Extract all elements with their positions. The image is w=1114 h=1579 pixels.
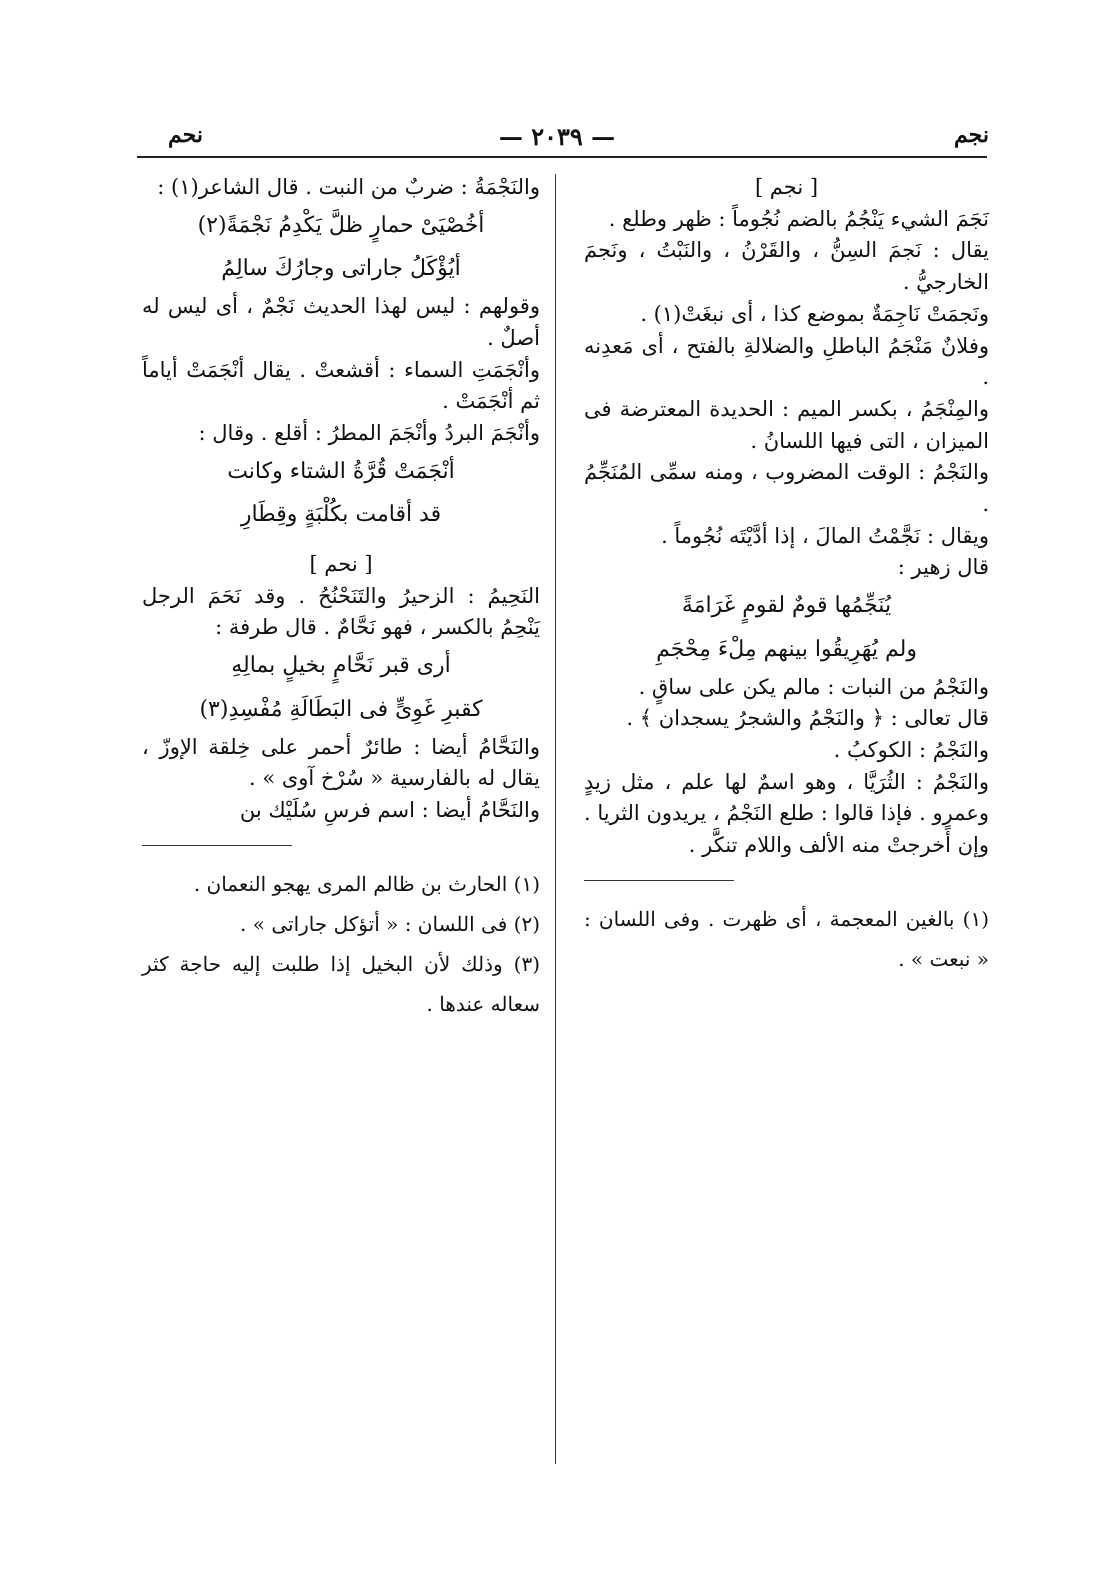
entry-paragraph: ونَجمَتْ نَاجِمَةٌ بموضع كذا ، أى نبغَتْ(١) . <box>640 301 989 326</box>
right-column <box>584 172 989 979</box>
verse-line: كقبرِ غَوِىٍّ فى البَطَالَةِ مُفْسِدِ(٣) <box>199 696 483 722</box>
footnote-rule <box>142 845 292 846</box>
entry-paragraph: قال زهير : <box>897 555 989 580</box>
entry-paragraph: وقولهم : ليس لهذا الحديث نَجْمٌ ، أى ليس له أصلٌ . <box>142 294 540 350</box>
entry-paragraph: والنَحَّامُ أيضا : اسم فرسِ سُلَيْك بن <box>239 797 540 822</box>
verse-line: أنْجَمَتْ قُرَّةُ الشتاء وكانت <box>227 458 455 484</box>
entry-paragraph: والنَجْمَةُ : ضربٌ من النبت . قال الشاعر(١) : <box>157 175 540 199</box>
entry-paragraph: والنَجْمُ : الكوكبُ . <box>833 737 989 762</box>
entry-paragraph: والمِنْجَمُ ، بكسر الميم : الحديدة المعترضة فى الميزان ، التى فيها اللسانُ . <box>584 396 989 453</box>
entry-paragraph: والنَجْمُ من النبات : مالم يكن على ساقٍ . <box>638 674 989 699</box>
verse-line: قد أقامت بكُلْبَةٍ وقِطَارِ <box>240 502 442 528</box>
footnotes <box>142 864 540 1024</box>
entry-paragraph: ويقال : نَجَّمْتُ المالَ ، إذا أدَّيْتَه نُجُوماً . <box>661 523 989 548</box>
entry-heading-nahm: [ نحم ] <box>309 552 373 577</box>
entry-paragraph: يقال : نَجمَ السِنُّ ، والقَرْنُ ، والنَبْتُ ، ونَجمَ الخارجيُّ . <box>584 238 989 295</box>
header-root-word-right: نجم <box>954 122 989 148</box>
footnote: (٣) وذلك لأن البخيل إذا طلبت إليه حاجة كثر سعاله عندها . <box>142 951 540 1016</box>
footnote: (١) بالغين المعجمة ، أى ظهرت . وفى اللسان : « نبعت » . <box>584 906 989 971</box>
verse-line: ولم يُهَرِيقُوا بينهم مِلْءَ مِحْجَمِ <box>656 636 917 662</box>
header-rule <box>137 156 987 158</box>
entry-paragraph: نَجَمَ الشيء يَنْجُمُ بالضم نُجُوماً : ظهر وطلع . <box>608 206 989 231</box>
entry-paragraph: وأنْجَمَتِ السماء : أقشعتْ . يقال أنْجَمَتْ أياماً ثم أنْجَمَتْ . <box>142 357 540 414</box>
header-root-word-left: نحم <box>168 122 203 148</box>
entry-paragraph: وفلانٌ مَنْجَمُ الباطلِ والضلالةِ بالفتح ، أى مَعدِنه . <box>584 333 989 390</box>
entry-paragraph: والنَجْمُ : الثُرَيَّا ، وهو اسمٌ لها علم ، مثل زيدٍ وعمرٍو . فإذا قالوا : طلع النَجْمُ ، يريدون الثريا . وإن أخرجتْ منه الألف واللام تنكَّر . <box>584 769 989 858</box>
entry-heading-najm: [ نجم ] <box>754 175 819 199</box>
entry-paragraph: والنَجْمُ : الوقت المضروب ، ومنه سمِّى المُنَجِّمُ . <box>584 460 989 517</box>
footnote: (٢) فى اللسان : « أتؤكل جاراتى » . <box>240 911 540 936</box>
footnote-rule <box>584 880 734 881</box>
verse-line: أرى قبر نَحَّامٍ بخيلٍ بمالِهِ <box>231 653 451 679</box>
verse-line: يُنَجِّمُها قومٌ لقومٍ غَرَامَةً <box>681 593 892 619</box>
footnotes <box>584 899 989 979</box>
entry-paragraph: والنَحَّامُ أيضا : طائرٌ أحمر على خِلقة الإوزّ ، يقال له بالفارسية « سُرْخ آوى » . <box>142 734 540 791</box>
entry-paragraph: وأنْجَمَ البردُ وأنْجَمَ المطرُ : أقلع . وقال : <box>198 420 540 445</box>
column-divider <box>555 174 556 1464</box>
footnote: (١) الحارث بن ظالم المرى يهجو النعمان . <box>193 871 540 896</box>
entry-paragraph: قال تعالى : ﴿ والنَجْمُ والشجرُ يسجدان ﴾ . <box>626 706 989 731</box>
left-column <box>142 172 540 1024</box>
page-number: — ٢٠٣٩ — <box>498 122 616 151</box>
entry-paragraph: النَحِيمُ : الزحيرُ والتَنَحْنُحُ . وقد نَحَمَ الرجل يَنْحِمُ بالكسر ، فهو نَحَّامٌ . قال طرفة : <box>142 583 540 640</box>
verse-line: أيُؤْكَلُ جاراتى وجارُكَ سالِمُ <box>221 256 461 282</box>
verse-line: أخُصْيَىْ حمارٍ ظلَّ يَكْدِمُ نَجْمَةً(٢) <box>197 212 485 238</box>
